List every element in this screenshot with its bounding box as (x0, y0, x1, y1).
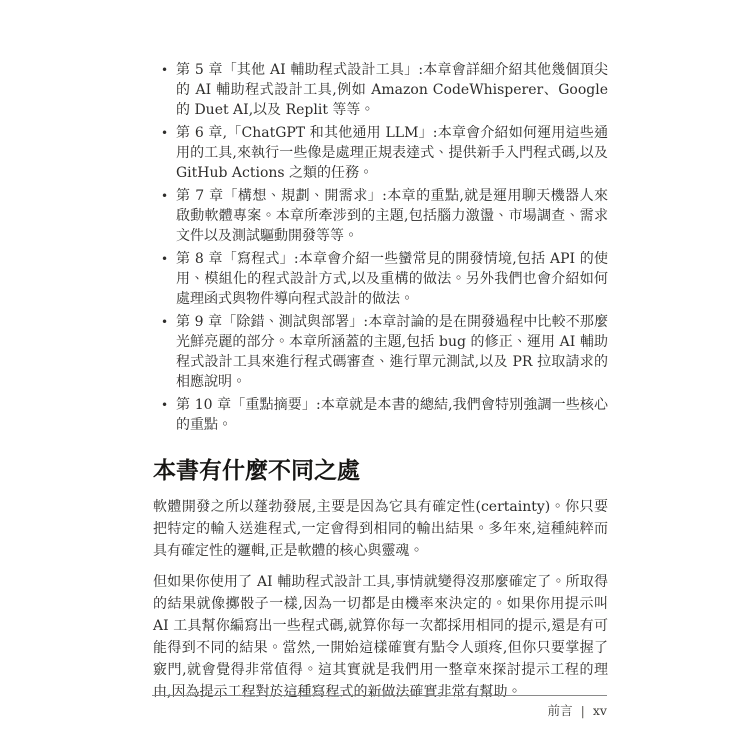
list-item (153, 312, 608, 392)
list-item (153, 395, 608, 435)
body-paragraph: 軟體開發之所以蓬勃發展,主要是因為它具有確定性(certainty)。你只要把特定的輸入送進程式,一定會得到相同的輸出結果。多年來,這種純粹而具有確定性的邏輯,正是軟體的核心與靈魂。 (153, 499, 608, 559)
page-content (153, 60, 608, 712)
list-item (153, 123, 608, 183)
chapter-summary-ch6: 第 6 章,「ChatGPT 和其他通用 LLM」:本章會介紹如何運用這些通用的工具,來執行一些像是處理正規表達式、提供新手入門程式碼,以及 GitHub Actions 之類的任務。 (176, 125, 608, 181)
chapter-summary-ch8: 第 8 章「寫程式」:本章會介紹一些蠻常見的開發情境,包括 API 的使用、模組化的程式設計方式,以及重構的做法。另外我們也會介紹如何處理函式與物件導向程式設計的做法。 (176, 251, 608, 307)
bullet-icon: • (161, 63, 169, 77)
footer-separator: | (580, 703, 585, 718)
body-paragraph: 但如果你使用了 AI 輔助程式設計工具,事情就變得沒那麼確定了。所取得的結果就像擲骰子一樣,因為一切都是由機率來決定的。如果你用提示叫 AI 工具幫你編寫出一些程式碼,就算你每一次都採用相同的提示,還是有可能得到不同的結果。當然,一開始這樣確實有點令人頭疼,但你只要掌握了竅門,就會覺得非常值得。這其實就是我們用一整章來探討提示工程的理由,因為提示工程對於這種寫程式的新做法確實非常有幫助。 (153, 574, 608, 700)
bullet-icon: • (161, 315, 169, 329)
chapter-summary-ch5: 第 5 章「其他 AI 輔助程式設計工具」:本章會詳細介紹其他幾個頂尖的 AI 輔助程式設計工具,例如 Amazon CodeWhisperer、Google 的 Duet AI,以及 Replit 等等。 (176, 62, 608, 118)
chapter-summary-ch7: 第 7 章「構想、規劃、開需求」:本章的重點,就是運用聊天機器人來啟動軟體專案。本章所牽涉到的主題,包括腦力激盪、市場調查、需求文件以及測試驅動開發等等。 (176, 188, 608, 244)
chapter-summary-ch9: 第 9 章「除錯、測試與部署」:本章討論的是在開發過程中比較不那麼光鮮亮麗的部分。本章所涵蓋的主題,包括 bug 的修正、運用 AI 輔助程式設計工具來進行程式碼審查、進行單元測試,以及 PR 拉取請求的相應說明。 (176, 314, 608, 390)
page-footer (152, 695, 607, 719)
bullet-icon: • (161, 126, 169, 140)
footer-page-number: xv (592, 703, 607, 718)
bullet-icon: • (161, 252, 169, 266)
list-item (153, 60, 608, 120)
footer-section-label: 前言 (547, 703, 573, 718)
chapter-list (153, 60, 608, 435)
chapter-summary-ch10: 第 10 章「重點摘要」:本章就是本書的總結,我們會特別強調一些核心的重點。 (176, 397, 608, 433)
section-heading: 本書有什麼不同之處 (153, 458, 360, 484)
bullet-icon: • (161, 398, 169, 412)
bullet-icon: • (161, 189, 169, 203)
list-item (153, 186, 608, 246)
list-item (153, 249, 608, 309)
